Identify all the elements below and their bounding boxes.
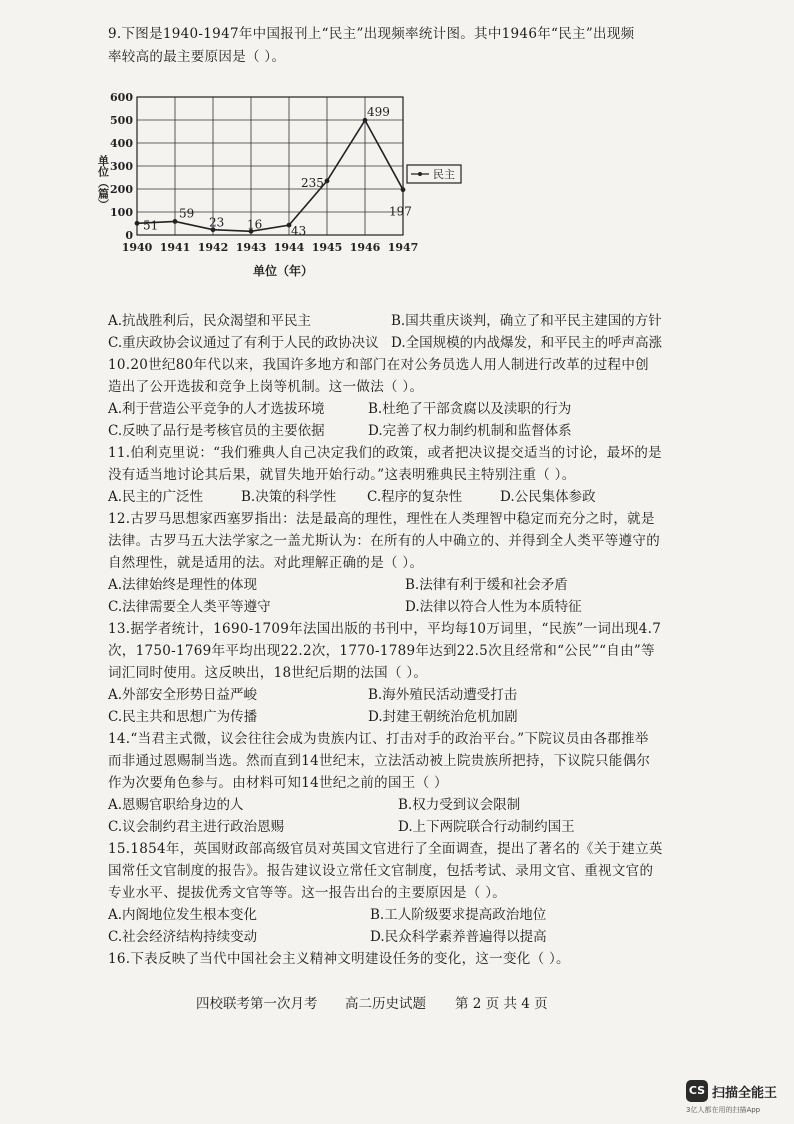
data-label: 59	[179, 206, 195, 221]
q10-option-a: A.利于营造公平竞争的人才选拔环境	[108, 401, 325, 417]
q10-option-b: B.杜绝了干部贪腐以及渎职的行为	[368, 401, 572, 417]
q15-stem-line1: 15.1854年，英国财政部高级官员对英国文官进行了全面调查，提出了著名的《关于建立英	[108, 841, 663, 857]
q12-option-c: C.法律需要全人类平等遵守	[108, 599, 271, 615]
chart-y-label: 单位（篇）	[96, 155, 110, 210]
y-tick-label: 0	[125, 229, 133, 242]
q13-stem-line3: 词汇同时使用。这反映出，18世纪后期的法国（ ）。	[108, 665, 428, 681]
data-label: 499	[367, 105, 390, 120]
x-tick-label: 1947	[387, 241, 419, 254]
q13-stem-line1: 13.据学者统计，1690-1709年法国出版的书刊中，平均每10万词里，“民族”一词出现4.7	[108, 621, 662, 637]
chart-x-label: 单位（年）	[253, 264, 314, 278]
chart-series-line	[137, 120, 403, 231]
q16-stem-line1: 16.下表反映了当代中国社会主义精神文明建设任务的变化，这一变化（ ）。	[108, 951, 570, 967]
x-tick-label: 1942	[197, 241, 229, 254]
data-label: 197	[389, 204, 412, 219]
q12-stem-line1: 12.古罗马思想家西塞罗指出：法是最高的理性，理性在人类理智中稳定而充分之时，就是	[108, 511, 655, 527]
chart-grid	[137, 97, 403, 235]
q11-stem-line2: 没有适当地讨论其后果，就冒失地开始行动。”这表明雅典民主特别注重（ ）。	[108, 467, 576, 483]
chart-x-ticks	[122, 241, 419, 254]
data-label: 23	[209, 215, 225, 230]
chart-data-labels	[143, 105, 412, 238]
chart-legend-label: 民主	[433, 168, 455, 181]
frequency-line-chart	[95, 85, 485, 285]
data-point	[135, 221, 140, 226]
data-label: 16	[247, 217, 263, 232]
q9-option-a: A.抗战胜利后，民众渴望和平民主	[108, 313, 312, 329]
y-tick-label: 400	[110, 137, 133, 150]
q15-option-a: A.内阁地位发生根本变化	[108, 907, 258, 923]
q12-stem-line2: 法律。古罗马五大法学家之一盖尤斯认为：在所有的人中确立的、并得到全人类平等遵守的	[108, 533, 660, 549]
chart-y-ticks	[110, 91, 133, 242]
q14-stem-line1: 14.“当君主式微，议会往往会成为贵族内讧、打击对手的政治平台。”下院议员由各郡推举	[108, 731, 649, 747]
q9-option-d: D.全国规模的内战爆发，和平民主的呼声高涨	[391, 335, 663, 351]
scanner-watermark	[686, 1080, 794, 1124]
q12-stem-line3: 自然理性，就是适用的法。对此理解正确的是（ ）。	[108, 555, 424, 571]
q13-stem-line2: 次，1750-1769年平均出现22.2次，1770-1789年达到22.5次且经常和“公民”“自由”等	[108, 643, 655, 659]
q15-option-b: B.工人阶级要求提高政治地位	[370, 907, 547, 923]
footer-subject: 高二历史试题	[345, 996, 426, 1012]
q15-option-c: C.社会经济结构持续变动	[108, 929, 258, 945]
q14-option-c: C.议会制约君主进行政治恩赐	[108, 819, 285, 835]
q13-option-b: B.海外殖民活动遭受打击	[368, 687, 518, 703]
camscanner-logo-icon: CS	[686, 1080, 708, 1102]
series-line-minzhu	[137, 120, 403, 231]
q10-option-c: C.反映了品行是考核官员的主要依据	[108, 423, 325, 439]
q9-option-c: C.重庆政协会议通过了有利于人民的政协决议	[108, 335, 379, 351]
q9-stem-line2: 率较高的最主要原因是（ ）。	[108, 49, 286, 65]
q10-option-d: D.完善了权力制约机制和监督体系	[368, 423, 572, 439]
q11-stem-line1: 11.伯利克里说：“我们雅典人自己决定我们的政策，或者把决议提交适当的讨论，最坏的是	[108, 445, 662, 461]
q14-option-b: B.权力受到议会限制	[398, 797, 521, 813]
q11-option-d: D.公民集体参政	[500, 489, 596, 505]
q14-option-a: A.恩赐官职给身边的人	[108, 797, 244, 813]
scanner-app-name: 扫描全能王	[712, 1086, 778, 1101]
q15-stem-line2: 国常任文官制度的报告》。报告建议设立常任文官制度，包括考试、录用文官、重视文官的	[108, 863, 654, 879]
q11-option-c: C.程序的复杂性	[367, 489, 463, 505]
y-tick-label: 200	[110, 183, 133, 196]
q12-option-d: D.法律以符合人性为本质特征	[405, 599, 582, 615]
x-tick-label: 1940	[121, 241, 153, 254]
q9-stem-line1: 9.下图是1940-1947年中国报刊上“民主”出现频率统计图。其中1946年“民主”出现频	[108, 26, 635, 42]
q15-option-d: D.民众科学素养普遍得以提高	[370, 929, 547, 945]
footer-exam: 四校联考第一次月考	[196, 996, 318, 1012]
q15-stem-line3: 专业水平、提拔优秀文官等等。这一报告出台的主要原因是（ ）。	[108, 885, 507, 901]
data-label: 51	[143, 218, 159, 233]
data-point	[173, 219, 178, 224]
q13-option-d: D.封建王朝统治危机加剧	[368, 709, 518, 725]
q9-option-b: B.国共重庆谈判，确立了和平民主建国的方针	[391, 313, 662, 329]
x-tick-label: 1944	[273, 241, 305, 254]
footer-page-number: 第 2 页 共 4 页	[455, 996, 548, 1012]
data-point	[401, 187, 406, 192]
q12-option-a: A.法律始终是理性的体现	[108, 577, 258, 593]
scanner-tagline: 3亿人都在用的扫描App	[686, 1106, 761, 1114]
y-tick-label: 100	[110, 206, 133, 219]
q13-option-c: C.民主共和思想广为传播	[108, 709, 258, 725]
q10-stem-line1: 10.20世纪80年代以来，我国许多地方和部门在对公务员选人用人制进行改革的过程中创	[108, 357, 649, 373]
data-label: 43	[291, 224, 307, 239]
x-tick-label: 1943	[235, 241, 267, 254]
q11-option-a: A.民主的广泛性	[108, 489, 204, 505]
q14-option-d: D.上下两院联合行动制约国王	[398, 819, 575, 835]
q14-stem-line2: 而非通过恩赐制当选。然而直到14世纪末，立法活动被上院贵族所把持，下议院只能偶尔	[108, 753, 651, 769]
x-tick-label: 1941	[159, 241, 191, 254]
q13-option-a: A.外部安全形势日益严峻	[108, 687, 258, 703]
y-tick-label: 300	[110, 160, 133, 173]
data-label: 235	[301, 175, 324, 190]
x-tick-label: 1945	[311, 241, 343, 254]
q12-option-b: B.法律有利于缓和社会矛盾	[405, 577, 568, 593]
q10-stem-line2: 造出了公开选拔和竞争上岗等机制。这一做法（ ）。	[108, 379, 424, 395]
y-tick-label: 600	[110, 91, 133, 104]
q14-stem-line3: 作为次要角色参与。由材料可知14世纪之前的国王（ ）	[108, 775, 448, 791]
q11-option-b: B.决策的科学性	[241, 489, 337, 505]
chart-legend	[407, 165, 461, 183]
y-tick-label: 500	[110, 114, 133, 127]
x-tick-label: 1946	[349, 241, 381, 254]
data-point	[325, 179, 330, 184]
